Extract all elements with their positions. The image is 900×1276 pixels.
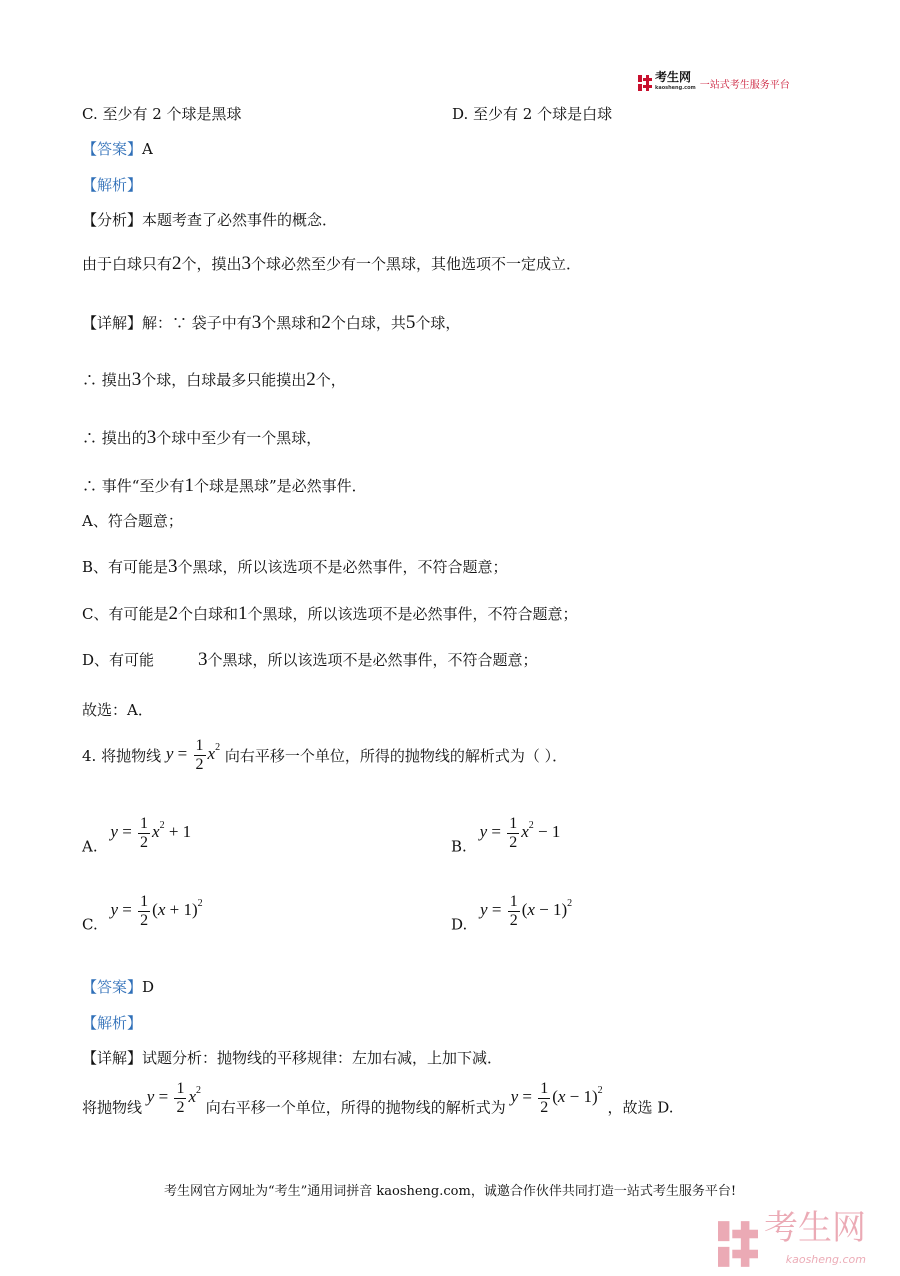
q4-option-c: C. y = $\frac{1}{2}$ $(x + 1)^2$ <box>82 893 203 934</box>
watermark-domain: kaosheng.com <box>785 1253 866 1266</box>
header-brand: 考生网 kaosheng.com <box>655 72 696 94</box>
q4-option-d: D. y = $\frac{1}{2}$ $(x - 1)^2$ <box>451 893 573 934</box>
q4-detail: 【详解】试题分析：抛物线的平移规律：左加右减，上加下减． <box>82 1049 503 1067</box>
answer-tag: 【答案】 <box>82 978 143 996</box>
q4-stem: 4. 将抛物线 y = $\frac{1}{2}$ $x^2$ 向右平移一个单位，所得的抛物线的解析式为（ ）． <box>82 737 568 773</box>
q3-option-c-note: C、有可能是2个白球和1个黑球，所以该选项不是必然事件，不符合题意； <box>82 603 578 624</box>
watermark-logo <box>718 1208 866 1276</box>
q4-analysis-tag: 【解析】 <box>82 1014 143 1032</box>
answer-value: D <box>142 978 155 996</box>
q4-option-b: B. y = $\frac{1}{2}$ $x^2 - 1$ <box>451 815 561 856</box>
q3-analysis-tag: 【解析】 <box>82 176 143 194</box>
kaosheng-watermark-icon <box>718 1221 758 1267</box>
answer-tag: 【答案】 <box>82 140 143 158</box>
header-logo <box>638 72 790 94</box>
header-slogan: 一站式考生服务平台 <box>699 79 790 91</box>
q3-reason: 由于白球只有2个，摸出3个球必然至少有一个黑球，其他选项不一定成立． <box>82 253 582 274</box>
q3-fenxi: 【分析】本题考查了必然事件的概念． <box>82 211 338 229</box>
q3-detail-line3: ∴ 摸出的3个球中至少有一个黑球， <box>82 427 322 448</box>
q3-choose: 故选：A． <box>82 701 153 719</box>
q3-detail-line4: ∴ 事件“至少有1个球是黑球”是必然事件． <box>82 475 367 496</box>
q3-answer <box>82 138 153 159</box>
q4-option-a: A. y = $\frac{1}{2}$ $x^2 + 1$ <box>82 815 192 856</box>
watermark-brand: 考生网 kaosheng.com <box>764 1212 866 1276</box>
q4-answer <box>82 976 154 997</box>
q3-option-d: D. 至少有 2 个球是白球 <box>452 105 613 123</box>
q3-option-c: C. 至少有 2 个球是黑球 <box>82 105 242 123</box>
page-footer: 考生网官方网址为“考生”通用词拼音 kaosheng.com，诚邀合作伙伴共同打造一站式考生服务平台! <box>163 1184 737 1199</box>
q3-option-b-note: B、有可能是3个黑球，所以该选项不是必然事件，不符合题意； <box>82 556 508 577</box>
q3-detail-line2: ∴ 摸出3个球，白球最多只能摸出2个， <box>82 369 346 390</box>
q3-detail-line1: 【详解】解：∵ 袋子中有3个黑球和2个白球，共5个球， <box>82 312 461 333</box>
q4-final: 将抛物线 y = $\frac{1}{2}$ $x^2$ 向右平移一个单位，所得的抛物线的解析式为 y = $\frac{1}{2}$ $(x - 1)^2$ ，故选 D. <box>82 1080 674 1117</box>
q3-option-a-note: A、符合题意； <box>82 512 183 530</box>
q4-stem-formula: y = $\frac{1}{2}$ $x^2$ <box>165 737 221 773</box>
kaosheng-logo-icon <box>638 75 652 91</box>
header-domain: kaosheng.com <box>655 85 696 91</box>
q3-option-d-note: D、有可能 3个黑球，所以该选项不是必然事件，不符合题意； <box>82 649 538 670</box>
answer-value: A <box>142 140 153 158</box>
